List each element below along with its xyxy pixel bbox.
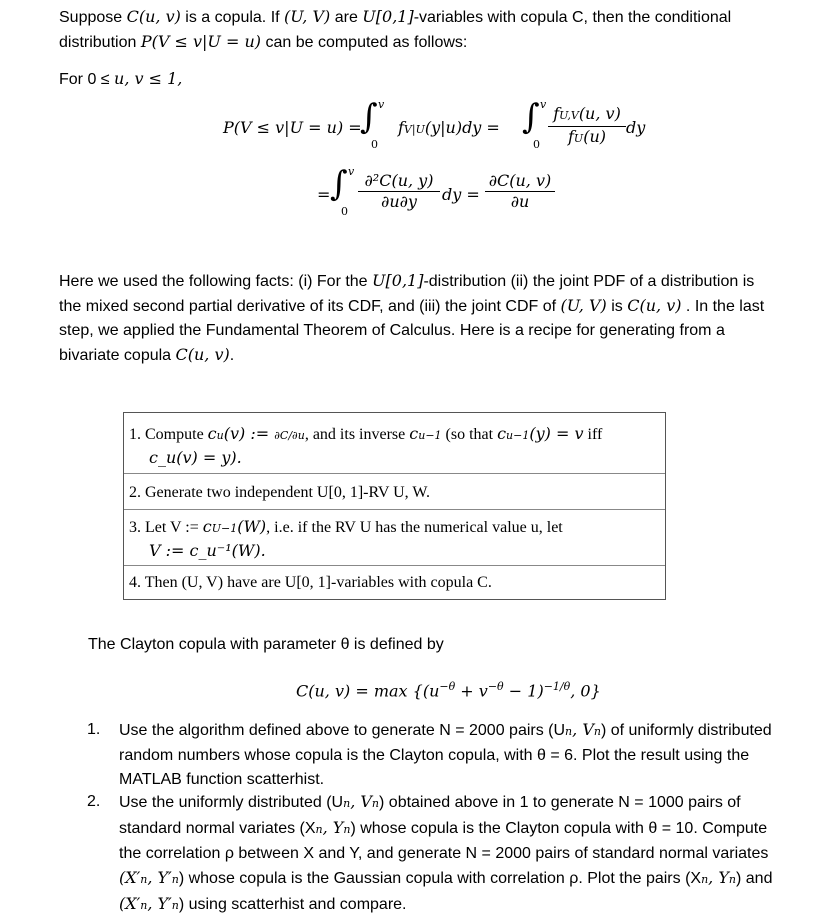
for-range-line: For 0 ≤ u, v ≤ 1, xyxy=(59,69,183,88)
task-1: 1. Use the algorithm defined above to generate N = 2000 pairs (Un, Vn) of uniformly distributed random numbers whose copula is the Clayton copula, with θ = 6. Plot the result using the MATLAB function scatterhist. xyxy=(87,720,772,788)
algorithm-step-2: 2. Generate two independent U[0, 1]-RV U, W. xyxy=(124,473,665,510)
facts-paragraph: Here we used the following facts: (i) For the U[0,1]-distribution (ii) the joint PDF of a distribution is the mixed second partial derivative of its CDF, and (iii) the joint CDF of (U, V) is C(u, v) . In the last step, we applied the Fundamental Theorem of Calculus. Here is a recipe for generating from a bivariate copula C(u, v). xyxy=(59,271,765,364)
clayton-intro: The Clayton copula with parameter θ is defined by xyxy=(88,636,444,653)
algorithm-step-4: 4. Then (U, V) have are U[0, 1]-variables with copula C. xyxy=(124,565,665,600)
algorithm-step-1: 1. Compute cu(v) := ∂C/∂u, and its inverse cu−1 (so that cu−1(y) = v iff c_u(v) = y). xyxy=(129,424,603,467)
algorithm-box xyxy=(123,412,666,600)
algorithm-step-3: 3. Let V := cU−1(W), i.e. if the RV U has the numerical value u, let V := c_u⁻¹(W). xyxy=(124,509,665,566)
intro-paragraph: Suppose C(u, v) is a copula. If (U, V) are U[0,1]-variables with copula C, then the conditional distribution P(V ≤ v|U = u) can be computed as follows: xyxy=(59,7,732,51)
clayton-formula: C(u, $v) = \max \{(u^{-\theta} + v^{-\theta} - 1)^{-1/\theta}$, 0} xyxy=(296,680,601,701)
task-2: 2. Use the uniformly distributed (Un, Vn) obtained above in 1 to generate N = 1000 pairs of standard normal variates (Xn, Yn) whose copula is the Clayton copula with θ = 10. Compute the correlation ρ between X and Y, and generate N = 2000 pairs of standard normal variates (X′n, Y′n) whose copula is the Gaussian copula with correlation ρ. Plot the pairs (Xn, Yn) and (X′n, Y′n) using scatterhist and compare. xyxy=(87,792,773,913)
